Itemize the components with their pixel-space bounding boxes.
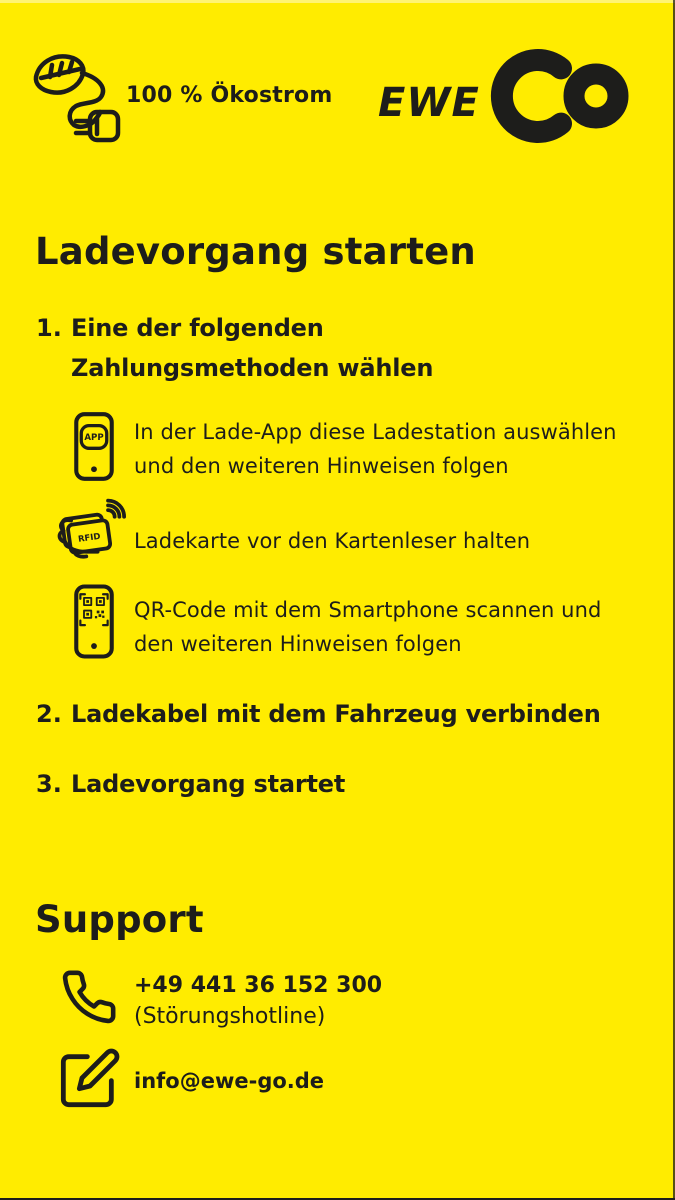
phone-icon: [60, 968, 118, 1026]
email-compose-icon: [58, 1046, 122, 1110]
top-edge: [0, 0, 675, 3]
support-phone-number: +49 441 36 152 300: [134, 973, 383, 998]
payment-qr-description: [134, 593, 601, 661]
payment-app-line2: und den weiteren Hinweisen folgen: [134, 454, 509, 478]
ewe-go-logo: [376, 40, 642, 152]
page-title: Ladevorgang starten: [35, 230, 476, 273]
payment-qr-line1: QR-Code mit dem Smartphone scannen und: [134, 598, 602, 622]
rfid-badge-label: RFID: [77, 531, 102, 545]
logo-go-mark: [502, 60, 618, 132]
support-title: Support: [35, 898, 204, 941]
step-3: [36, 764, 345, 804]
support-phone-label: (Störungshotline): [134, 1004, 326, 1029]
leaf-plug-icon: [28, 50, 124, 148]
step-2: [36, 694, 601, 734]
step-3-line1: Ladevorgang startet: [71, 770, 346, 798]
payment-rfid-description: [134, 524, 530, 558]
step-2-line1: Ladekabel mit dem Fahrzeug verbinden: [71, 700, 601, 728]
payment-rfid-line1: Ladekarte vor den Kartenleser halten: [134, 529, 531, 553]
step-1: [36, 308, 433, 388]
step-1-line2: Zahlungsmethoden wählen: [71, 354, 434, 382]
payment-qr-line2: den weiteren Hinweisen folgen: [134, 632, 462, 656]
app-badge-label: APP: [84, 433, 104, 444]
rfid-card-icon: [56, 496, 126, 562]
step-2-number: 2.: [36, 700, 62, 728]
payment-app-description: [134, 415, 617, 483]
payment-app-line1: In der Lade-App diese Ladestation auswählen: [134, 420, 617, 444]
qr-code-smartphone-icon: [74, 582, 114, 661]
step-1-line1: Eine der folgenden: [71, 314, 324, 342]
eco-label: 100 % Ökostrom: [126, 83, 333, 108]
support-email: info@ewe-go.de: [134, 1069, 325, 1093]
app-smartphone-icon: [74, 411, 114, 482]
step-1-number: 1.: [36, 314, 62, 342]
step-3-number: 3.: [36, 770, 62, 798]
logo-ewe-text: EWE: [378, 80, 480, 126]
